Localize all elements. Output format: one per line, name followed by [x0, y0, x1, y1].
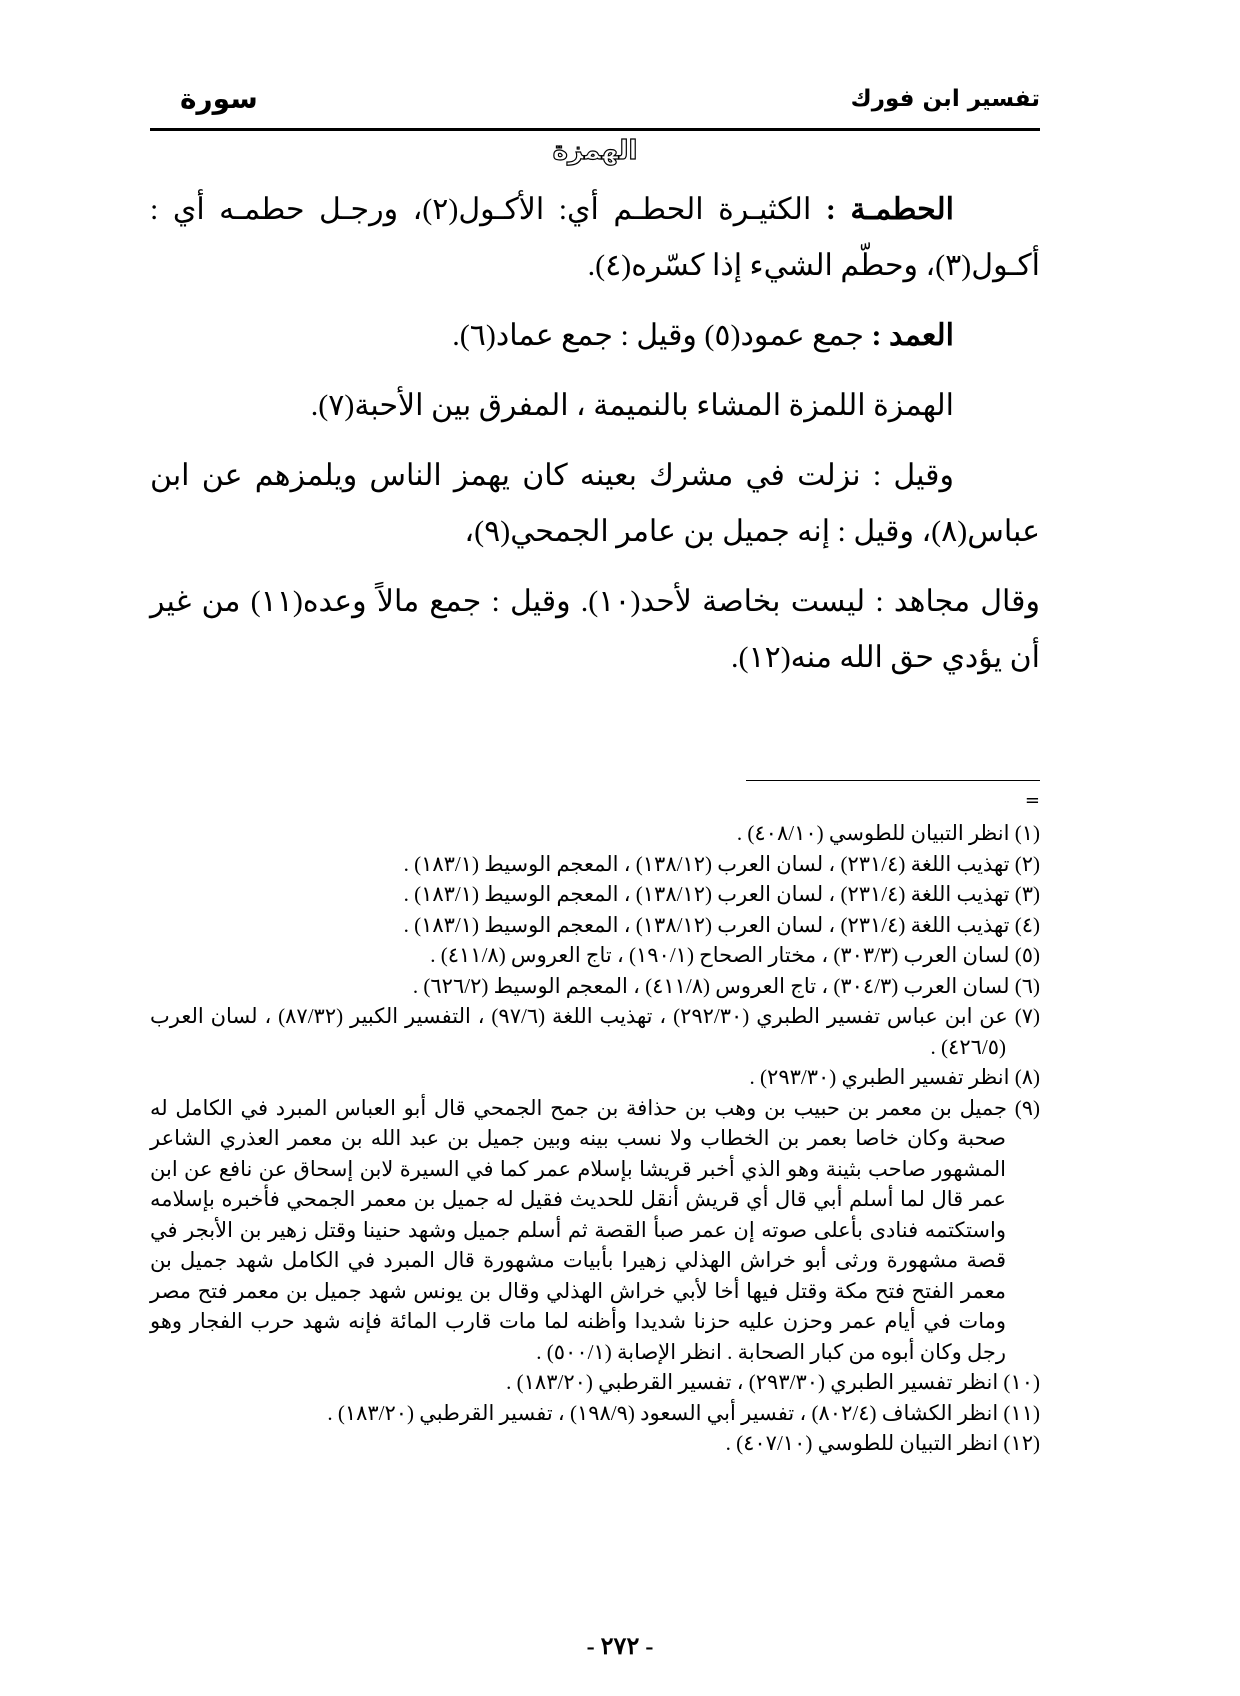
paragraph-amad: [150, 308, 1040, 364]
page-number: - ٢٧٢ -: [586, 1634, 654, 1660]
section-label: سورة: [180, 82, 258, 115]
footnote-3: (٣) تهذيب اللغة (٢٣١/٤) ، لسان العرب (١٣٨/١٢) ، المعجم الوسيط (١٨٣/١) .: [403, 882, 1040, 906]
term-amad: العمد :: [871, 319, 954, 352]
footnote-4: (٤) تهذيب اللغة (٢٣١/٤) ، لسان العرب (١٣٨/١٢) ، المعجم الوسيط (١٨٣/١) .: [403, 912, 1040, 937]
footnote-rule: [746, 780, 1040, 781]
definition-hutama: الكثيـرة الحطـم أي: الأكـول(٢)، ورجـل حطمـه أي : أكـول(٣)، وحطّم الشيء إذا كسّره(٤).: [150, 193, 1040, 282]
book-title: تفسير ابن فورك: [850, 86, 1040, 112]
main-text: [150, 182, 1040, 700]
definition-amad: جمع عمود(٥) وقيل : جمع عماد(٦).: [452, 319, 872, 352]
footnote-6: (٦) لسان العرب (٣٠٤/٣) ، تاج العروس (٤١١/٨) ، المعجم الوسيط (٦٢٦/٢) .: [412, 973, 1040, 998]
header-rule: [150, 128, 1040, 131]
footnote-2: (٢) تهذيب اللغة (٢٣١/٤) ، لسان العرب (١٣٨/١٢) ، المعجم الوسيط (١٨٣/١) .: [403, 851, 1040, 876]
footnote-11: (١١) انظر الكشاف (٨٠٢/٤) ، تفسير أبي السعود (١٩٨/٩) ، تفسير القرطبي (١٨٣/٢٠) .: [327, 1400, 1040, 1425]
paragraph-mujahid: وقال مجاهد : ليست بخاصة لأحد(١٠). وقيل : جمع مالاً وعده(١١) من غير أن يؤدي حق الله منه(١٢).: [150, 585, 1040, 674]
footnote-9: (٩) جميل بن معمر بن حبيب بن وهب بن حذافة بن جمح الجمحي قال أبو العباس المبرد في الكامل له صحبة وكان خاصا بعمر بن الخطاب ولا نسب بينه وبين جميل بن عبد الله بن معمر العذري الشاعر المشهور صاحب بثينة وهو الذي أخبر قريشا بإسلام عمر كما في السيرة لابن إسحاق عن نافع عن ابن عمر قال لما أسلم أبي قال أي قريش أنقل للحديث فقيل له جميل بن معمر الجمحي فأخبره بإسلامه واستكتمه فنادى بأعلى صوته إن عمر صبأ القصة ثم أسلم جميل وشهد حنينا وقتل زهير بن الأبجر في قصة مشهورة ورثى أبو خراش الهذلي زهيرا بأبيات مشهورة قال المبرد في الكامل شهد جميل بن معمر الفتح فتح مكة وقتل فيها أخا لأبي خراش الهذلي وقال بن يونس شهد جميل بن معمر فتح مصر ومات في أيام عمر وحزن عليه حزنا شديدا وأظنه لما مات قارب المائة فإنه شهد حرب الفجار وهو رجل وكان أبوه من كبار الصحابة . انظر الإصابة (٥٠٠/١) .: [150, 1095, 1040, 1364]
footnote-8: (٨) انظر تفسير الطبري (٢٩٣/٣٠) .: [749, 1065, 1040, 1089]
paragraph-revelation: وقيل : نزلت في مشرك بعينه كان يهمز الناس ويلمزهم عن ابن عباس(٨)، وقيل : إنه جميل بن عامر الجمحي(٩)،: [150, 459, 1040, 548]
surah-title: الهمزة: [552, 136, 638, 166]
footnote-5: (٥) لسان العرب (٣٠٣/٣) ، مختار الصحاح (١٩٠/١) ، تاج العروس (٤١١/٨) .: [430, 943, 1040, 967]
paragraph-humaza: الهمزة اللمزة المشاء بالنميمة ، المفرق بين الأحبة(٧).: [310, 389, 954, 422]
footnote-continuation-mark: =: [1024, 790, 1040, 811]
footnote-1: (١) انظر التبيان للطوسي (٤٠٨/١٠) .: [736, 821, 1040, 845]
paragraph-hutama: [150, 182, 1040, 294]
footnotes: [150, 818, 1040, 1459]
footnote-7: (٧) عن ابن عباس تفسير الطبري (٢٩٢/٣٠) ، تهذيب اللغة (٩٧/٦) ، التفسير الكبير (٨٧/٣٢) ، لسان العرب (٤٢٦/٥) .: [150, 1004, 1040, 1059]
footnote-12: (١٢) انظر التبيان للطوسي (٤٠٧/١٠) .: [725, 1431, 1040, 1455]
term-hutama: الحطمـة :: [825, 193, 954, 226]
footnote-10: (١٠) انظر تفسير الطبري (٢٩٣/٣٠) ، تفسير القرطبي (١٨٣/٢٠) .: [506, 1370, 1040, 1394]
running-head: [150, 78, 1040, 122]
